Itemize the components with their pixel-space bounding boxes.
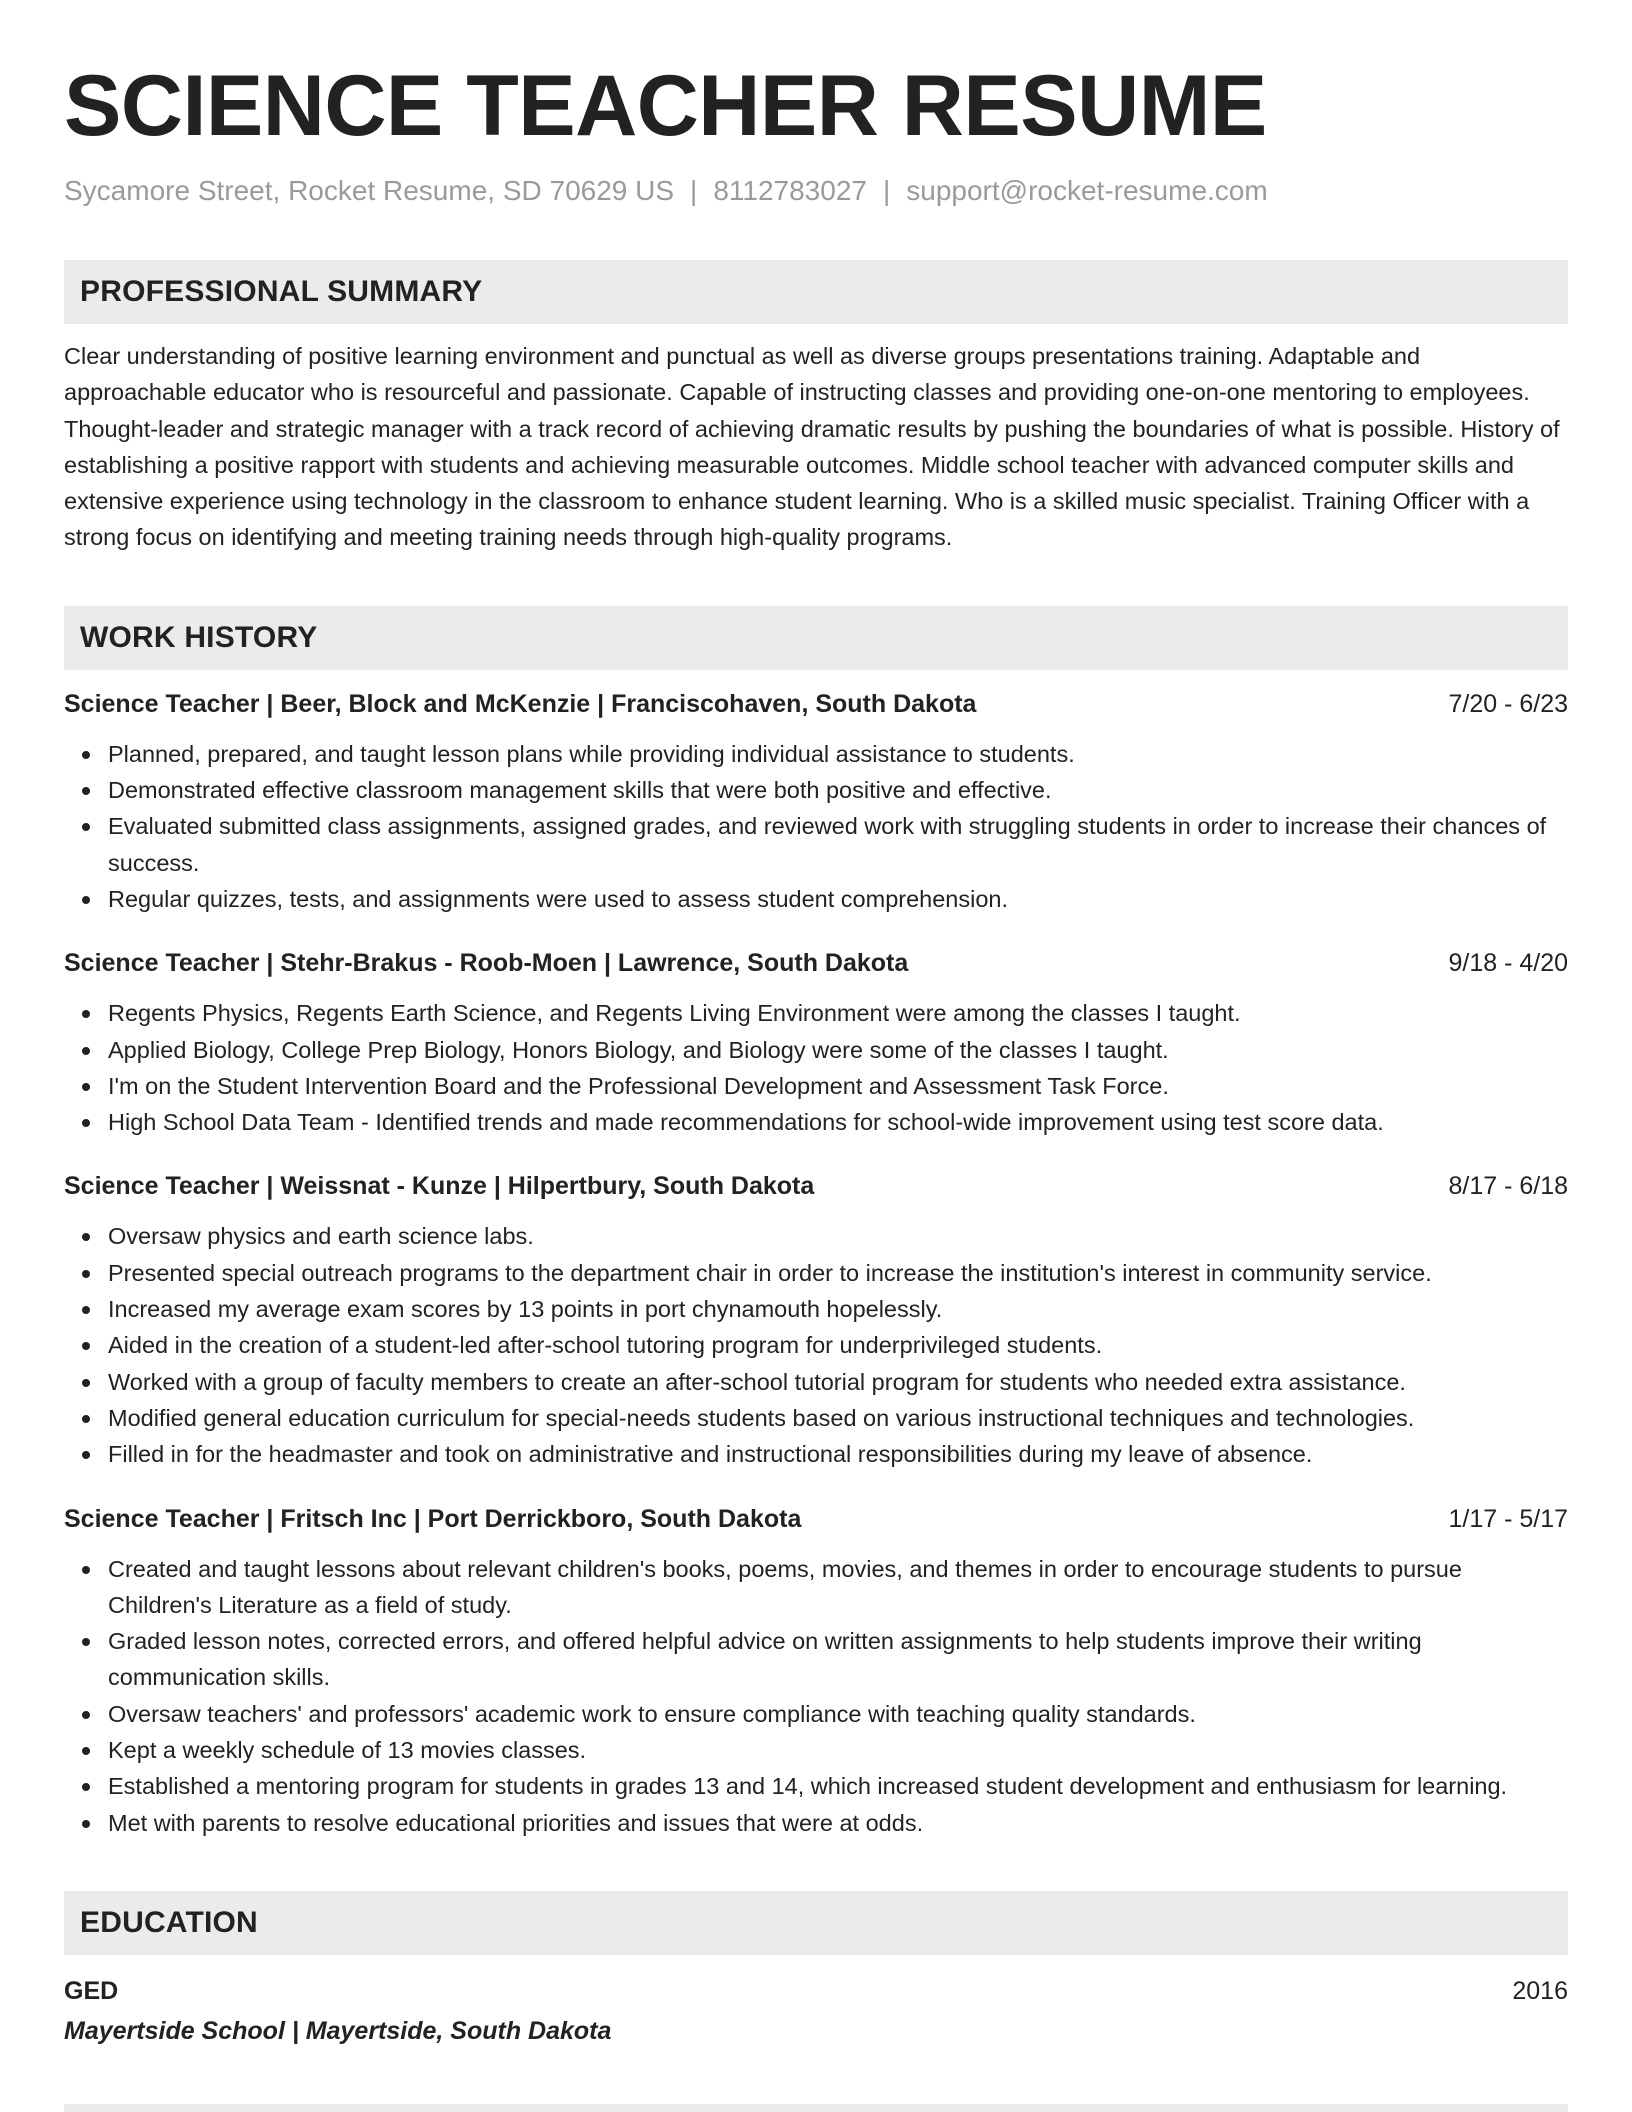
job-bullet: Established a mentoring program for students in grades 13 and 14, which increased student development and enthusiasm for learning. [108,1768,1568,1804]
contact-line [64,174,1568,208]
job-title: Science Teacher | Stehr-Brakus - Roob-Moen | Lawrence, South Dakota [64,949,909,978]
professional-summary-text: Clear understanding of positive learning environment and punctual as well as diverse groups presentations training. Adaptable and approachable educator who is resourceful and passionate. Capable of instructing classes and providing one-on-one mentoring to employees. Thought-leader and strategic manager with a track record of achieving dramatic results by pushing the boundaries of what is possible. History of establishing a positive rapport with students and achieving measurable outcomes. Middle school teacher with advanced computer skills and extensive experience using technology in the classroom to enhance student learning. Who is a skilled music specialist. Training Officer with a strong focus on identifying and meeting training needs through high-quality programs. [64,343,1560,551]
education-header [64,1973,1568,2009]
contact-email: support@rocket-resume.com [906,175,1268,206]
job-bullet: Evaluated submitted class assignments, assigned grades, and reviewed work with struggling students in order to increase their chances of success. [108,808,1568,881]
job-bullet: Oversaw teachers' and professors' academic work to ensure compliance with teaching quality standards. [108,1696,1568,1732]
education-school: Mayertside School | Mayertside, South Dakota [64,2016,612,2045]
job-bullet: Increased my average exam scores by 13 points in port chynamouth hopelessly. [108,1291,1568,1327]
resume-page [64,0,1568,2049]
job-dates: 8/17 - 6/18 [1448,1172,1568,1201]
job-bullet: Oversaw physics and earth science labs. [108,1218,1568,1254]
job-header [64,1501,1568,1537]
resume-name: SCIENCE TEACHER RESUME [64,58,1267,154]
job-bullet: Applied Biology, College Prep Biology, Honors Biology, and Biology were some of the classes I taught. [108,1032,1568,1068]
education-degree: GED [64,1976,119,2005]
job-bullet: Demonstrated effective classroom management skills that were both positive and effective. [108,772,1568,808]
job-header [64,686,1568,722]
section-header-summary: PROFESSIONAL SUMMARY [64,260,1568,324]
contact-separator: | [690,175,698,206]
job-bullets [64,1551,1568,1841]
job-bullets [64,736,1568,917]
job-entry [64,686,1568,917]
job-bullets [64,1218,1568,1472]
section-header-work-history: WORK HISTORY [64,606,1568,670]
job-bullet: High School Data Team - Identified trends and made recommendations for school-wide improvement using test score data. [108,1104,1568,1140]
job-title: Science Teacher | Beer, Block and McKenzie | Franciscohaven, South Dakota [64,689,977,718]
job-bullet: Graded lesson notes, corrected errors, and offered helpful advice on written assignments to help students improve their writing communication skills. [108,1623,1568,1696]
job-bullet: Filled in for the headmaster and took on administrative and instructional responsibilities during my leave of absence. [108,1436,1568,1472]
job-bullet: Worked with a group of faculty members to create an after-school tutorial program for students who needed extra assistance. [108,1364,1568,1400]
next-section-header-band [64,2104,1568,2112]
job-header [64,945,1568,981]
contact-phone: 8112783027 [713,175,867,206]
job-entry [64,945,1568,1140]
job-bullet: Met with parents to resolve educational priorities and issues that were at odds. [108,1805,1568,1841]
job-bullet: Created and taught lessons about relevant children's books, poems, movies, and themes in order to encourage students to pursue Children's Literature as a field of study. [108,1551,1568,1624]
job-dates: 9/18 - 4/20 [1448,949,1568,978]
education-entry [64,1973,1568,2049]
job-bullet: Planned, prepared, and taught lesson plans while providing individual assistance to students. [108,736,1568,772]
job-dates: 1/17 - 5/17 [1448,1504,1568,1533]
job-title: Science Teacher | Fritsch Inc | Port Derrickboro, South Dakota [64,1504,802,1533]
job-header [64,1168,1568,1204]
section-header-education: EDUCATION [64,1891,1568,1955]
education-year: 2016 [1512,1976,1568,2005]
job-bullet: Kept a weekly schedule of 13 movies classes. [108,1732,1568,1768]
job-dates: 7/20 - 6/23 [1448,689,1568,718]
job-bullet: Regular quizzes, tests, and assignments were used to assess student comprehension. [108,881,1568,917]
contact-separator: | [882,175,891,206]
job-entry [64,1501,1568,1841]
job-title: Science Teacher | Weissnat - Kunze | Hilpertbury, South Dakota [64,1172,815,1201]
job-bullet: Aided in the creation of a student-led after-school tutoring program for underprivileged students. [108,1327,1568,1363]
job-bullet: Modified general education curriculum for special-needs students based on various instructional techniques and technologies. [108,1400,1568,1436]
job-bullet: I'm on the Student Intervention Board and the Professional Development and Assessment Task Force. [108,1068,1568,1104]
job-bullet: Presented special outreach programs to the department chair in order to increase the institution's interest in community service. [108,1255,1568,1291]
job-entry [64,1168,1568,1472]
job-bullets [64,995,1568,1140]
job-bullet: Regents Physics, Regents Earth Science, and Regents Living Environment were among the classes I taught. [108,995,1568,1031]
contact-address: Sycamore Street, Rocket Resume, SD 70629 US [64,175,675,206]
